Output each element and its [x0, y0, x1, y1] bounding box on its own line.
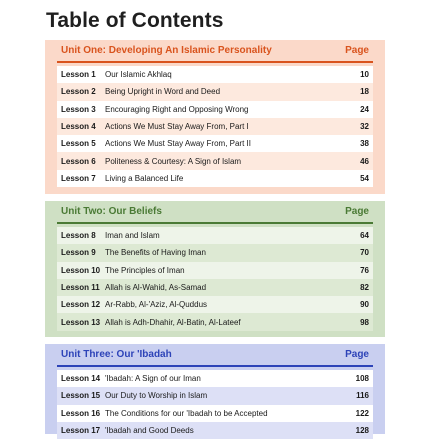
lesson-page: 32: [360, 122, 369, 132]
lesson-row[interactable]: [57, 101, 373, 118]
lesson-title: Iman and Islam: [105, 231, 160, 241]
unit-title: Unit Three: Our 'Ibadah: [61, 349, 172, 360]
lesson-page: 108: [355, 374, 369, 384]
lesson-title: Allah is Adh-Dhahir, Al-Batin, Al-Lateef: [105, 317, 241, 327]
unit-title: Unit One: Developing An Islamic Personality: [61, 45, 272, 56]
lesson-row[interactable]: [57, 170, 373, 187]
unit-header: [45, 40, 385, 61]
lesson-number: Lesson 9: [61, 248, 96, 258]
lesson-number: Lesson 7: [61, 173, 96, 183]
lesson-list: [45, 224, 385, 331]
lesson-row[interactable]: [57, 313, 373, 330]
lesson-number: Lesson 8: [61, 231, 96, 241]
lesson-number: Lesson 3: [61, 104, 96, 114]
lesson-row[interactable]: [57, 135, 373, 152]
lesson-title: Encouraging Right and Opposing Wrong: [105, 104, 249, 114]
lesson-title: The Principles of Iman: [105, 265, 185, 275]
lesson-title: Our Duty to Worship in Islam: [105, 391, 208, 401]
lesson-title: Actions We Must Stay Away From, Part II: [105, 139, 251, 149]
lesson-title: Politeness & Courtesy: A Sign of Islam: [105, 156, 242, 166]
lesson-page: 82: [360, 283, 369, 293]
lesson-number: Lesson 11: [61, 283, 100, 293]
lesson-title: The Conditions for our 'Ibadah to be Accepted: [105, 408, 268, 418]
lesson-number: Lesson 13: [61, 317, 101, 327]
lesson-title: Living a Balanced Life: [105, 173, 184, 183]
unit-two-section: [45, 201, 385, 337]
lesson-number: Lesson 5: [61, 139, 96, 149]
lesson-row[interactable]: [57, 83, 373, 100]
lesson-row[interactable]: [57, 405, 373, 422]
lesson-number: Lesson 16: [61, 408, 101, 418]
page-column-label: Page: [345, 45, 369, 56]
lesson-page: 116: [356, 391, 369, 401]
lesson-title: 'Ibadah: A Sign of our Iman: [105, 374, 201, 384]
lesson-title: The Benefits of Having Iman: [105, 248, 206, 258]
lesson-page: 70: [360, 248, 369, 258]
lesson-row[interactable]: [57, 227, 373, 244]
unit-title: Unit Two: Our Beliefs: [61, 206, 162, 217]
lesson-row[interactable]: [57, 262, 373, 279]
lesson-title: Our Islamic Akhlaq: [105, 70, 172, 80]
lesson-title: Ar-Rabb, Al-'Aziz, Al-Quddus: [105, 300, 208, 310]
lesson-row[interactable]: [57, 279, 373, 296]
lesson-title: 'Ibadah and Good Deeds: [105, 426, 194, 436]
lesson-row[interactable]: [57, 244, 373, 261]
lesson-number: Lesson 10: [61, 265, 101, 275]
lesson-row[interactable]: [57, 66, 373, 83]
page-column-label: Page: [345, 206, 369, 217]
lesson-list: [45, 367, 385, 439]
page-title: Table of Contents: [46, 9, 224, 32]
lesson-number: Lesson 14: [61, 374, 101, 384]
lesson-number: Lesson 2: [61, 87, 96, 97]
lesson-row[interactable]: [57, 370, 373, 387]
lesson-row[interactable]: [57, 118, 373, 135]
unit-header: [45, 201, 385, 222]
lesson-number: Lesson 6: [61, 156, 96, 166]
unit-three-section: [45, 344, 385, 434]
lesson-number: Lesson 17: [61, 426, 101, 436]
lesson-page: 10: [360, 70, 369, 80]
lesson-number: Lesson 15: [61, 391, 101, 401]
lesson-list: [45, 63, 385, 187]
lesson-title: Actions We Must Stay Away From, Part I: [105, 122, 249, 132]
lesson-page: 38: [360, 139, 369, 149]
lesson-page: 24: [360, 104, 369, 114]
lesson-page: 98: [360, 317, 369, 327]
lesson-title: Allah is Al-Wahid, As-Samad: [105, 283, 207, 293]
unit-one-section: [45, 40, 385, 194]
lesson-row[interactable]: [57, 422, 373, 439]
lesson-title: Being Upright in Word and Deed: [105, 87, 221, 97]
lesson-page: 46: [360, 156, 369, 166]
lesson-page: 128: [355, 426, 369, 436]
page-column-label: Page: [345, 349, 369, 360]
lesson-row[interactable]: [57, 152, 373, 169]
lesson-page: 90: [360, 300, 369, 310]
lesson-number: Lesson 12: [61, 300, 101, 310]
lesson-number: Lesson 4: [61, 122, 96, 132]
lesson-page: 76: [360, 265, 369, 275]
lesson-number: Lesson 1: [61, 70, 96, 80]
lesson-page: 64: [360, 231, 369, 241]
lesson-page: 122: [355, 408, 369, 418]
lesson-page: 18: [360, 87, 369, 97]
lesson-page: 54: [360, 173, 369, 183]
lesson-row[interactable]: [57, 387, 373, 404]
unit-header: [45, 344, 385, 365]
lesson-row[interactable]: [57, 296, 373, 313]
